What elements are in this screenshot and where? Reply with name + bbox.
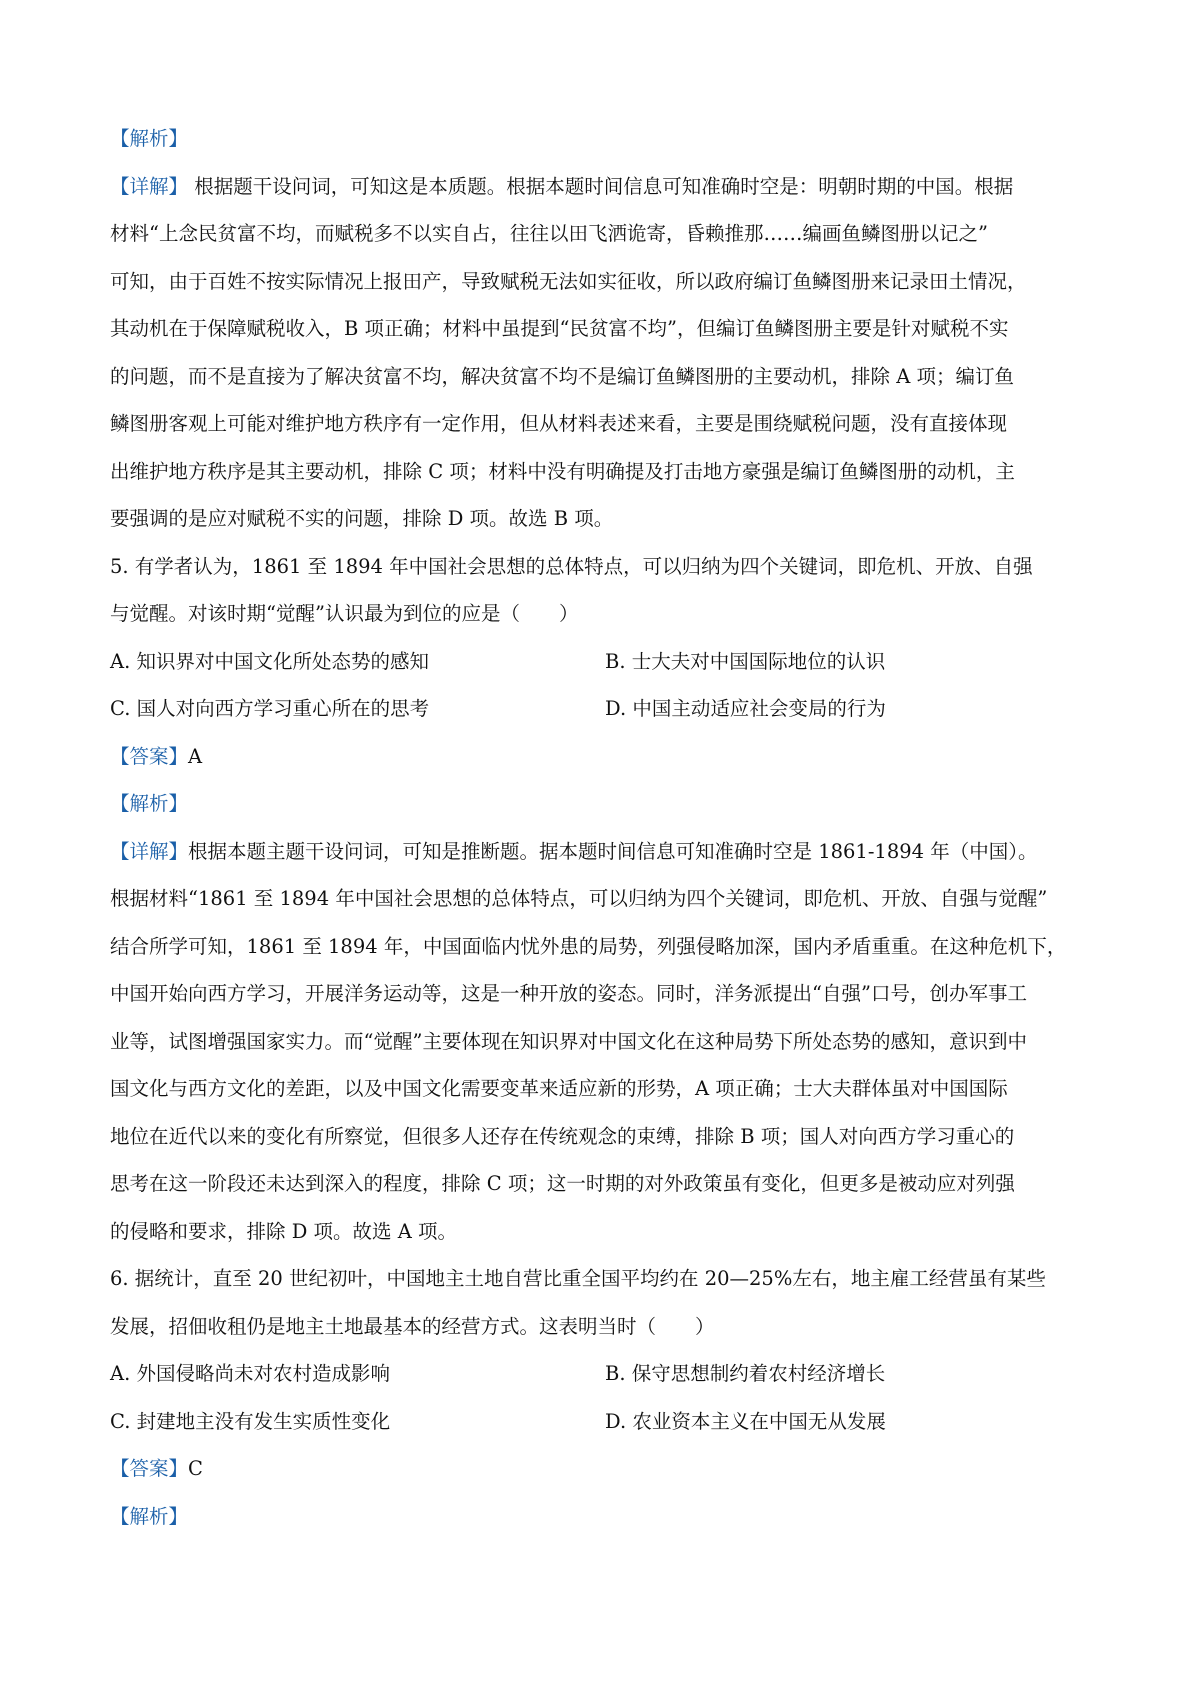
detail-paragraph-line: 可知，由于百姓不按实际情况上报田产，导致赋税无法如实征收，所以政府编订鱼鳞图册来记录田土情况， <box>110 269 1027 293</box>
answer-label: 【答案】 <box>110 744 189 768</box>
question-stem-line: 6. 据统计，直至 20 世纪初叶，中国地主土地自营比重全国平均约在 20—25%左右，地主雇工经营虽有某些 <box>110 1267 1046 1290</box>
answer-value: A <box>188 744 203 768</box>
detail-paragraph-line: 中国开始向西方学习，开展洋务运动等，这是一种开放的姿态。同时，洋务派提出“自强”口号，创办军事工 <box>110 982 1027 1005</box>
detail-paragraph-line: 要强调的是应对赋税不实的问题，排除 D 项。故选 B 项。 <box>110 507 614 530</box>
answer-options <box>110 1350 1104 1445</box>
option-a: A. 外国侵略尚未对农村造成影响 <box>110 1362 390 1385</box>
detail-label: 【详解】 <box>110 839 189 863</box>
analysis-label: 【解析】 <box>110 127 189 150</box>
answer-options <box>110 638 1104 733</box>
detail-paragraph-line: 鳞图册客观上可能对维护地方秩序有一定作用，但从材料表述来看，主要是围绕赋税问题，没有直接体现 <box>110 412 1008 435</box>
question-stem-line: 发展，招佃收租仍是地主土地最基本的经营方式。这表明当时（ ） <box>110 1314 715 1338</box>
detail-paragraph-line: 思考在这一阶段还未达到深入的程度，排除 C 项；这一时期的对外政策虽有变化，但更多是被动应对列强 <box>110 1172 1015 1195</box>
answer-label: 【答案】 <box>110 1457 189 1480</box>
option-b: B. 士大夫对中国国际地位的认识 <box>605 649 886 673</box>
detail-paragraph-line: 地位在近代以来的变化有所察觉，但很多人还存在传统观念的束缚，排除 B 项；国人对向西方学习重心的 <box>110 1124 1015 1148</box>
detail-paragraph-line: 其动机在于保障赋税收入，B 项正确；材料中虽提到“民贫富不均”，但编订鱼鳞图册主要是针对赋税不实 <box>110 317 1009 340</box>
analysis-label: 【解析】 <box>110 1504 189 1528</box>
option-d: D. 农业资本主义在中国无从发展 <box>605 1409 886 1433</box>
analysis-label: 【解析】 <box>110 792 189 815</box>
option-c: C. 封建地主没有发生实质性变化 <box>110 1409 391 1433</box>
detail-paragraph-line: 业等，试图增强国家实力。而“觉醒”主要体现在知识界对中国文化在这种局势下所处态势的感知，意识到中 <box>110 1029 1027 1053</box>
option-a: A. 知识界对中国文化所处态势的感知 <box>110 649 429 673</box>
detail-paragraph-line: 结合所学可知，1861 至 1894 年，中国面临内忧外患的局势，列强侵略加深，国内矛盾重重。在这种危机下， <box>110 934 1067 958</box>
detail-paragraph-line: 【详解】根据本题主题干设问词，可知是推断题。据本题时间信息可知准确时空是 1861-1894 年（中国）。 <box>110 839 1038 863</box>
option-c: C. 国人对向西方学习重心所在的思考 <box>110 697 430 720</box>
question-stem-line: 与觉醒。对该时期“觉醒”认识最为到位的应是（ ） <box>110 602 579 625</box>
detail-paragraph-line: 的问题，而不是直接为了解决贫富不均，解决贫富不均不是编订鱼鳞图册的主要动机，排除 A 项；编订鱼 <box>110 364 1014 388</box>
detail-paragraph-line: 的侵略和要求，排除 D 项。故选 A 项。 <box>110 1219 458 1243</box>
question-stem-line: 5. 有学者认为，1861 至 1894 年中国社会思想的总体特点，可以归纳为四个关键词，即危机、开放、自强 <box>110 554 1033 578</box>
detail-paragraph-line: 【详解】 根据题干设问词，可知这是本质题。根据本题时间信息可知准确时空是：明朝时期的中国。根据 <box>110 174 1014 198</box>
option-b: B. 保守思想制约着农村经济增长 <box>605 1362 886 1385</box>
answer-value: C <box>188 1457 203 1480</box>
detail-paragraph-line: 根据材料“1861 至 1894 年中国社会思想的总体特点，可以归纳为四个关键词，即危机、开放、自强与觉醒” <box>110 887 1048 910</box>
answer-line <box>110 733 1104 781</box>
answer-line <box>110 1445 1104 1493</box>
detail-paragraph-line: 国文化与西方文化的差距，以及中国文化需要变革来适应新的形势，A 项正确；士大夫群体虽对中国国际 <box>110 1077 1008 1100</box>
option-d: D. 中国主动适应社会变局的行为 <box>605 697 886 720</box>
detail-label: 【详解】 <box>110 174 189 198</box>
detail-paragraph-line: 材料“上念民贫富不均，而赋税多不以实自占，往往以田飞洒诡寄，昏赖推那……编画鱼鳞图册以记之” <box>110 222 988 245</box>
detail-paragraph-line: 出维护地方秩序是其主要动机，排除 C 项；材料中没有明确提及打击地方豪强是编订鱼鳞图册的动机，主 <box>110 459 1015 483</box>
